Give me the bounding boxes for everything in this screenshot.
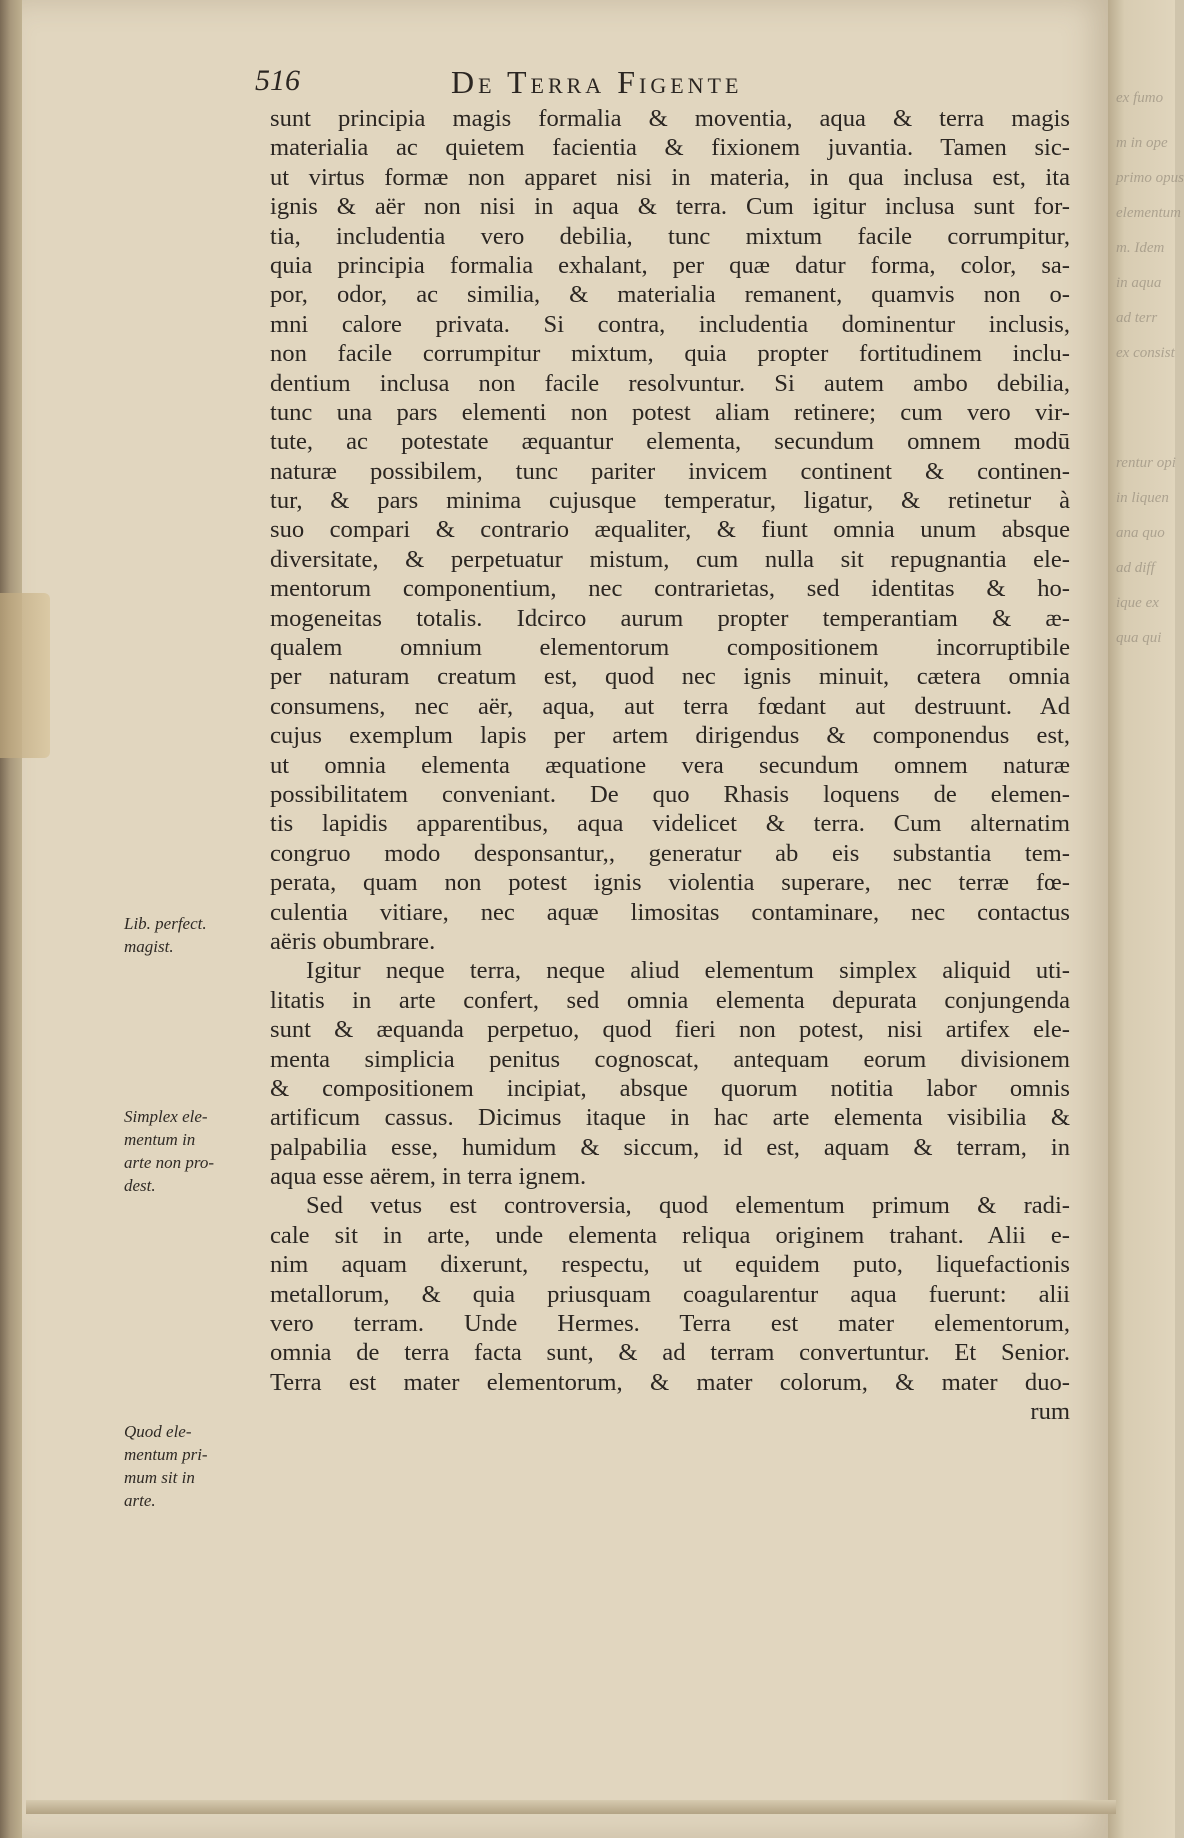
text-line: ut omnia elementa æquatione vera secundum omnem naturæ	[270, 751, 1070, 779]
page-bottom-edge	[26, 1800, 1116, 1814]
text-line: & compositionem incipiat, absque quorum notitia labor omnis	[270, 1074, 1070, 1102]
facing-page-bleed-text: ana quo	[1116, 525, 1165, 541]
text-line: cujus exemplum lapis per artem dirigendus & componendus est,	[270, 722, 1070, 750]
text-line: mni calore privata. Si contra, includentia dominentur inclusis,	[270, 310, 1070, 338]
text-line: Terra est mater elementorum, & mater colorum, & mater duo-	[270, 1368, 1070, 1396]
text-line: tunc una pars elementi non potest aliam retinere; cum vero vir-	[270, 398, 1070, 426]
body-text	[270, 104, 1070, 1427]
facing-page-bleed-text: ique ex	[1116, 595, 1159, 611]
page-number: 516	[255, 64, 300, 97]
text-line: aqua esse aërem, in terra ignem.	[270, 1163, 587, 1191]
catchword: rum	[1030, 1398, 1070, 1426]
facing-page-bleed-text: elementum	[1116, 205, 1181, 221]
text-line: vero terram. Unde Hermes. Terra est mater elementorum,	[270, 1310, 1070, 1338]
facing-page-bleed-text: rentur opi	[1116, 455, 1176, 471]
text-line: omnia de terra facta sunt, & ad terram convertuntur. Et Senior.	[270, 1339, 1070, 1367]
facing-page-bleed-text: qua qui	[1116, 630, 1162, 646]
text-line: tute, ac potestate æquantur elementa, secundum omnem modū	[270, 428, 1070, 456]
running-title: De Terra Figente	[451, 64, 743, 100]
text-line: Igitur neque terra, neque aliud elementum simplex aliquid uti-	[306, 957, 1070, 985]
text-line: artificum cassus. Dicimus itaque in hac arte elementa visibilia &	[270, 1104, 1070, 1132]
margin-note: Quod ele- mentum pri- mum sit in arte.	[124, 1422, 208, 1510]
text-line: menta simplicia penitus cognoscat, antequam eorum divisionem	[270, 1045, 1070, 1073]
text-line: naturæ possibilem, tunc pariter invicem continent & continen-	[270, 457, 1070, 485]
text-line: ignis & aër non nisi in aqua & terra. Cum igitur inclusa sunt for-	[270, 193, 1070, 221]
text-line: materialia ac quietem facientia & fixionem juvantia. Tamen sic-	[270, 134, 1070, 162]
text-line: palpabilia esse, humidum & siccum, id est, aquam & terram, in	[270, 1133, 1070, 1161]
facing-page-bleed-text: m in ope	[1116, 135, 1168, 151]
text-line: tia, includentia vero debilia, tunc mixtum facile corrumpitur,	[270, 222, 1070, 250]
text-line: perata, quam non potest ignis violentia superare, nec terræ fœ-	[270, 869, 1070, 897]
text-line: tis lapidis apparentibus, aqua videlicet & terra. Cum alternatim	[270, 810, 1070, 838]
facing-page-bleed-text: ex consist	[1116, 345, 1175, 361]
text-line: culentia vitiare, nec aquæ limositas contaminare, nec contactus	[270, 898, 1070, 926]
text-line: tur, & pars minima cujusque temperatur, ligatur, & retinetur à	[270, 487, 1070, 515]
text-line: cale sit in arte, unde elementa reliqua originem trahant. Alii e-	[270, 1221, 1070, 1249]
text-line: mentorum componentium, nec contrarietas, sed identitas & ho-	[270, 575, 1070, 603]
text-line: nim aquam dixerunt, respectu, ut equidem puto, liquefactionis	[270, 1251, 1070, 1279]
text-line: suo compari & contrario æqualiter, & fiunt omnia unum absque	[270, 516, 1070, 544]
text-line: possibilitatem conveniant. De quo Rhasis loquens de elemen-	[270, 780, 1070, 808]
text-line: dentium inclusa non facile resolvuntur. Si autem ambo debilia,	[270, 369, 1070, 397]
facing-page-bleed-text: in aqua	[1116, 275, 1162, 291]
facing-page-bleed-text: ex fumo	[1116, 90, 1164, 106]
text-line: qualem omnium elementorum compositionem incorruptibile	[270, 634, 1070, 662]
margin-note: Simplex ele- mentum in arte non pro- dest.	[124, 1107, 215, 1195]
facing-page-bleed-text: m. Idem	[1116, 240, 1165, 256]
text-line: ut virtus formæ non apparet nisi in materia, in qua inclusa est, ita	[270, 163, 1070, 191]
text-line: mogeneitas totalis. Idcirco aurum propter temperantiam & æ-	[270, 604, 1070, 632]
text-line: metallorum, & quia priusquam coagularentur aqua fuerunt: alii	[270, 1280, 1070, 1308]
text-line: congruo modo desponsantur,, generatur ab eis substantia tem-	[270, 839, 1070, 867]
paper-tab	[0, 593, 50, 758]
text-line: aëris obumbrare.	[270, 927, 436, 955]
text-line: diversitate, & perpetuatur mistum, cum nulla sit repugnantia ele-	[270, 545, 1070, 573]
text-line: sunt & æquanda perpetuo, quod fieri non potest, nisi artifex ele-	[270, 1016, 1070, 1044]
running-header	[255, 64, 885, 104]
facing-page-bleed-text: ad terr	[1116, 310, 1158, 326]
margin-note: Lib. perfect. magist.	[124, 914, 207, 956]
text-line: Sed vetus est controversia, quod elementum primum & radi-	[306, 1192, 1070, 1220]
text-line: sunt principia magis formalia & moventia, aqua & terra magis	[270, 105, 1070, 132]
text-line: non facile corrumpitur mixtum, quia propter fortitudinem inclu-	[270, 340, 1070, 368]
facing-page-bleed-text: ad diff	[1116, 560, 1155, 576]
text-line: litatis in arte confert, sed omnia elementa depurata conjungenda	[270, 986, 1070, 1014]
text-line: per naturam creatum est, quod nec ignis minuit, cætera omnia	[270, 663, 1070, 691]
facing-page-bleed-text: in liquen	[1116, 490, 1169, 506]
text-line: por, odor, ac similia, & materialia remanent, quamvis non o-	[270, 281, 1070, 309]
text-line: consumens, nec aër, aqua, aut terra fœdant aut destruunt. Ad	[270, 692, 1070, 720]
text-line: quia principia formalia exhalant, per quæ datur forma, color, sa-	[270, 251, 1070, 279]
facing-page-bleed-text: primo opus	[1116, 170, 1184, 186]
